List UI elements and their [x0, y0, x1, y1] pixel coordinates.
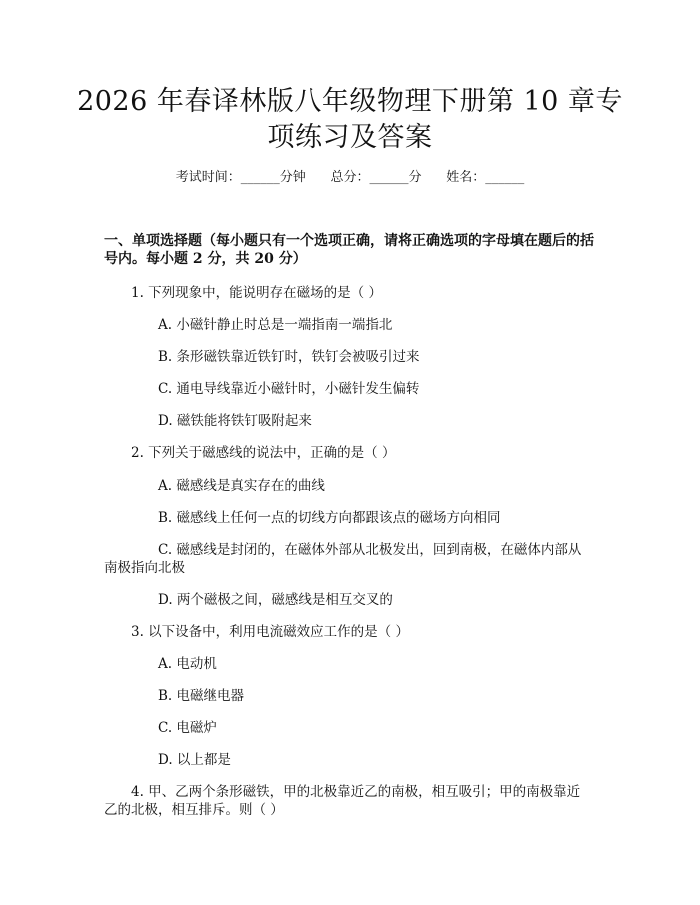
section-heading-line-1: 一、单项选择题（每小题只有一个选项正确，请将正确选项的字母填在题后的括: [104, 233, 594, 249]
question-3-stem: 3. 以下设备中，利用电流磁效应工作的是（ ）: [131, 624, 409, 640]
document-title-line-1: 2026 年春译林版八年级物理下册第 10 章专: [77, 86, 623, 117]
question-3-option-a: A. 电动机: [158, 656, 217, 672]
question-3-option-b: B. 电磁继电器: [158, 688, 245, 704]
question-1-stem: 1. 下列现象中，能说明存在磁场的是（ ）: [131, 285, 382, 301]
question-1-option-b: B. 条形磁铁靠近铁钉时，铁钉会被吸引过来: [158, 349, 420, 365]
question-2-option-a: A. 磁感线是真实存在的曲线: [158, 478, 325, 494]
question-1-option-d: D. 磁铁能将铁钉吸附起来: [158, 413, 312, 429]
question-1-option-c: C. 通电导线靠近小磁针时，小磁针发生偏转: [158, 381, 420, 397]
question-2-option-b: B. 磁感线上任何一点的切线方向都跟该点的磁场方向相同: [158, 510, 501, 526]
question-2-option-c: C. 磁感线是封闭的，在磁体外部从北极发出，回到南极，在磁体内部从: [158, 542, 582, 558]
question-4-stem-line-2: 乙的北极，相互排斥。则（ ）: [104, 802, 284, 818]
section-heading-line-2: 号内。每小题 2 分，共 20 分）: [104, 251, 307, 267]
question-2-option-d: D. 两个磁极之间，磁感线是相互交叉的: [158, 592, 393, 608]
question-4-stem-line-1: 4. 甲、乙两个条形磁铁，甲的北极靠近乙的南极，相互吸引；甲的南极靠近: [131, 784, 581, 800]
question-3-option-d: D. 以上都是: [158, 752, 231, 768]
question-2-option-c-continued: 南极指向北极: [104, 560, 185, 576]
question-3-option-c: C. 电磁炉: [158, 720, 217, 736]
question-1-option-a: A. 小磁针静止时总是一端指南一端指北: [158, 317, 393, 333]
question-2-stem: 2. 下列关于磁感线的说法中，正确的是（ ）: [131, 445, 396, 461]
exam-info: 考试时间：______分钟 总分：______分 姓名：______: [175, 170, 525, 185]
document-title-line-2: 项练习及答案: [267, 122, 433, 153]
